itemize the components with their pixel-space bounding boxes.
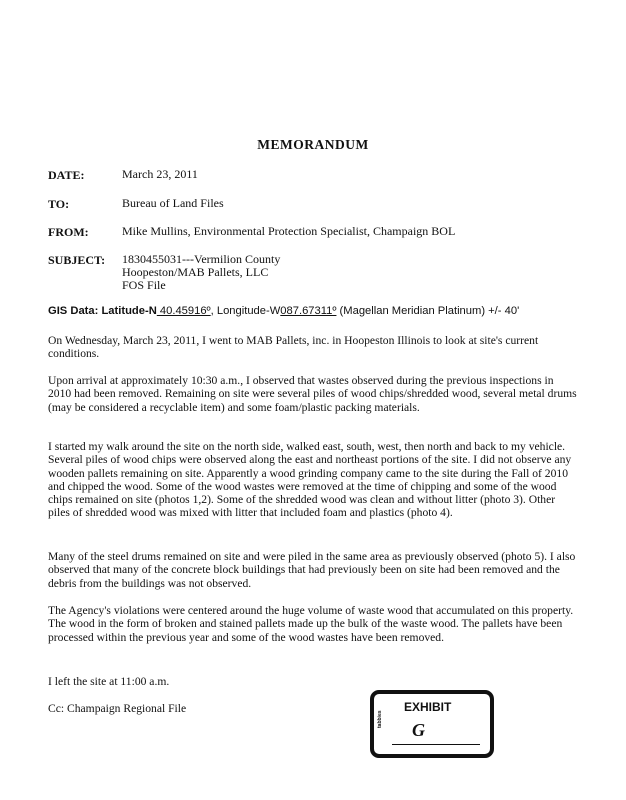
date-label: DATE:: [48, 168, 85, 182]
paragraph-steel-drums: Many of the steel drums remained on site and were piled in the same area as previously observed (photo 5). I also observed that many of the concrete block buildings that had previously been on site had been removed and the debris from the buildings was not observed.: [48, 550, 576, 590]
exhibit-side-text: tabbies: [377, 710, 383, 728]
subject-line-3: FOS File: [122, 278, 166, 292]
paragraph-arrival: On Wednesday, March 23, 2011, I went to MAB Pallets, inc. in Hoopeston Illinois to look at site's current conditions.: [48, 334, 539, 361]
to-label: TO:: [48, 197, 70, 211]
exhibit-title: EXHIBIT: [404, 700, 452, 714]
exhibit-underline: [392, 744, 480, 745]
subject-line-1: 1830455031---Vermilion County: [122, 252, 281, 266]
cc-line: Cc: Champaign Regional File: [48, 702, 187, 715]
paragraph-departure: I left the site at 11:00 a.m.: [48, 675, 170, 688]
gis-data-line: [48, 305, 588, 317]
paragraph-site-walk: I started my walk around the site on the north side, walked east, south, west, then north and back to my vehicle. Several piles of wood chips were observed along the east and northeast portions of the site. I did not observe any wooden pallets remaining on site. Apparently a wood grinding company came to the site during the Fall of 2010 and chipped the wood. Some of the wood wastes were removed at the time of chipping and some of the wood chips remained on site (photos 1,2). Some of the shredded wood was clean and without litter (photo 3). Other piles of shredded wood was mixed with litter that included foam and plastics (photo 4).: [48, 440, 572, 520]
to-value: Bureau of Land Files: [122, 196, 224, 210]
paragraph-observations: Upon arrival at approximately 10:30 a.m., I observed that wastes observed during the previous inspections in 2010 had been removed. Remaining on site were several piles of wood chips/shredded wood, several metal drums (may be considered a recyclable item) and some foam/plastic packing materials.: [48, 374, 577, 414]
gis-suffix: (Magellan Meridian Platinum) +/- 40': [336, 305, 520, 317]
gis-longitude: 087.67311º: [280, 305, 337, 317]
exhibit-mark: G: [412, 720, 425, 740]
exhibit-stamp: [370, 690, 494, 758]
subject-line-2: Hoopeston/MAB Pallets, LLC: [122, 265, 269, 279]
gis-prefix: GIS Data: Latitude-N: [48, 305, 157, 317]
memo-title: MEMORANDUM: [257, 137, 369, 152]
paragraph-violations: The Agency's violations were centered around the huge volume of waste wood that accumulated on this property. The wood in the form of broken and stained pallets made up the bulk of the waste wood. The pallets have been processed within the previous year and some of the wood wastes have been removed.: [48, 604, 574, 644]
subject-label: SUBJECT:: [48, 253, 106, 267]
gis-mid: , Longitude-W: [210, 305, 281, 317]
date-value: March 23, 2011: [122, 167, 198, 181]
from-label: FROM:: [48, 225, 89, 239]
from-value: Mike Mullins, Environmental Protection Specialist, Champaign BOL: [122, 224, 456, 238]
gis-latitude: 40.45916º: [156, 305, 211, 317]
